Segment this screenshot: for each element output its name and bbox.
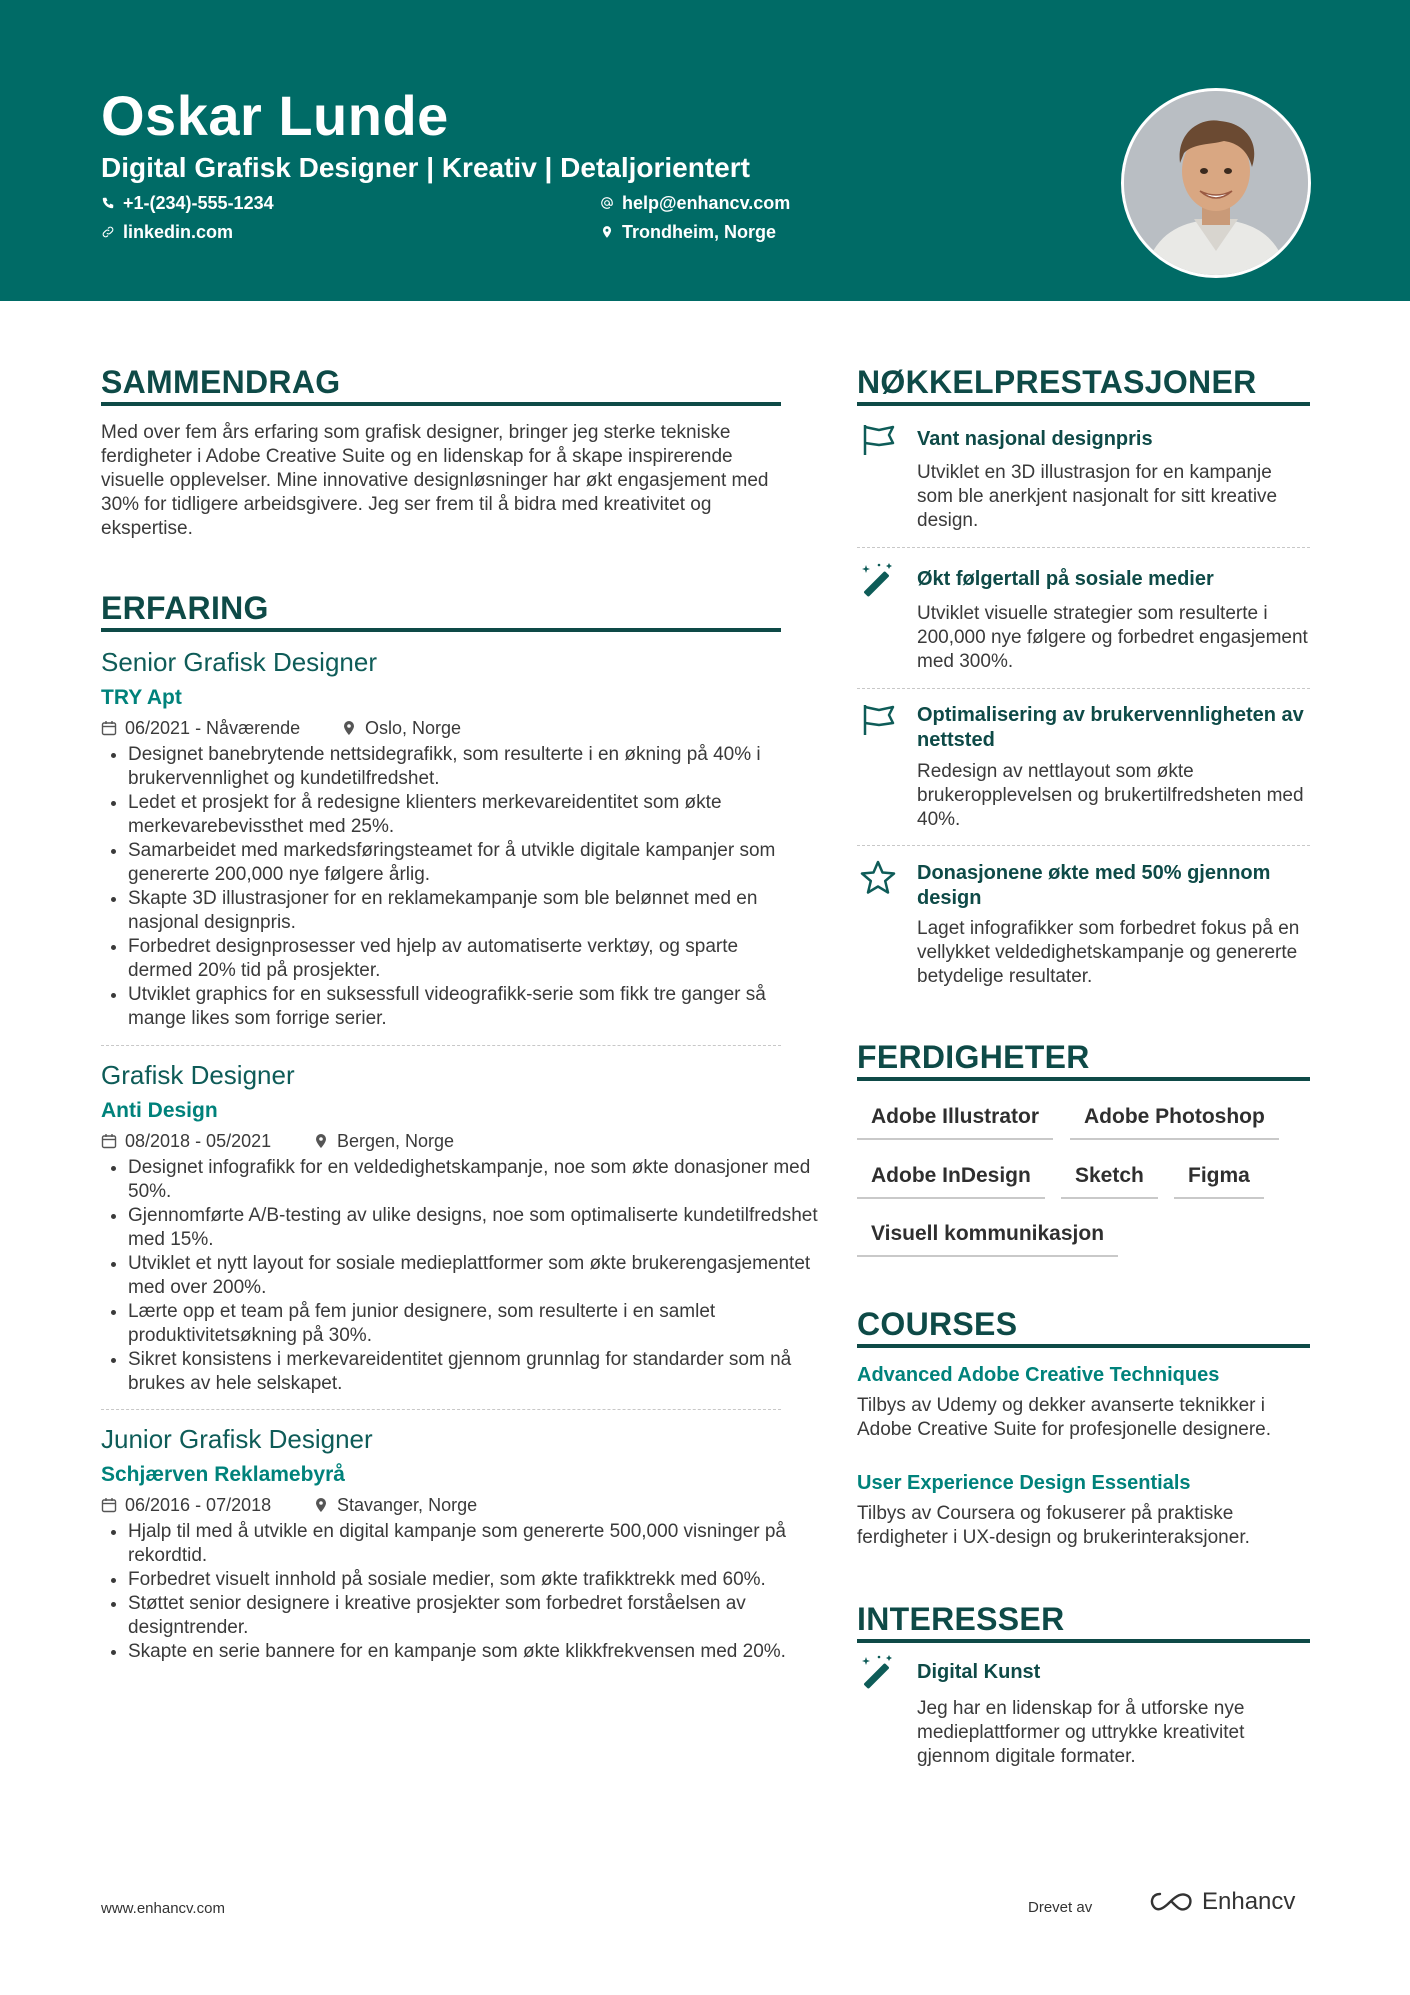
bullet-item: • Samarbeidet med markedsføringsteamet for å utvikle digitale kampanjer som genererte 200,000 nye følgere årlig. xyxy=(128,839,798,887)
location-pin-icon xyxy=(313,1133,329,1149)
footer-powered-by: Drevet av xyxy=(1028,1899,1093,1916)
bullet-item: • Hjalp til med å utvikle en digital kampanje som genererte 500,000 visninger på rekordtid. xyxy=(128,1520,808,1568)
linkedin-text: linkedin.com xyxy=(123,222,234,242)
achievement-text: Utviklet visuelle strategier som resulterte i 200,000 nye følgere og forbedret engasjement med 300%. xyxy=(917,603,1308,672)
location-pin-icon xyxy=(600,225,614,239)
bullet-item: • Støttet senior designere i kreative prosjekter som forbedret forståelsen av designtrender. xyxy=(128,1592,808,1640)
calendar-icon xyxy=(101,1133,117,1149)
bullet-item: • Designet banebrytende nettsidegrafikk, som resulterte i en økning på 40% i brukervennlighet og kundetilfredshet. xyxy=(128,743,798,791)
phone-text: +1-(234)-555-1234 xyxy=(123,193,274,213)
achievement-title: Økt følgertall på sosiale medier xyxy=(917,568,1214,590)
magic-wand-icon xyxy=(859,561,897,599)
star-icon xyxy=(859,859,897,897)
course-title: Advanced Adobe Creative Techniques xyxy=(857,1364,1220,1386)
bullet-item: • Forbedret designprosesser ved hjelp av automatiserte verktøy, og sparte dermed 20% tid på prosjekter. xyxy=(128,935,798,983)
skill-tag: Adobe InDesign xyxy=(857,1163,1045,1199)
flag-icon xyxy=(859,701,897,739)
email-contact[interactable] xyxy=(600,192,790,214)
achievements-rule xyxy=(857,402,1310,406)
job-bullets xyxy=(101,1156,818,1396)
enhancv-logo-icon xyxy=(1148,1890,1194,1914)
bullet-item: • Gjennomførte A/B-testing av ulike designs, noe som optimaliserte kundetilfredshet med 15%. xyxy=(128,1204,818,1252)
company-name: Anti Design xyxy=(101,1099,218,1122)
bullet-item: • Sikret konsistens i merkevareidentitet gjennom grunnlag for standarder som nå brukes av hele selskapet. xyxy=(128,1348,818,1396)
interest-text: Jeg har en lidenskap for å utforske nye medieplattformer og uttrykke kreativitet gjennom digitale formater. xyxy=(917,1698,1245,1767)
job-location xyxy=(313,1130,454,1152)
divider xyxy=(857,845,1310,846)
divider xyxy=(101,1409,781,1410)
skills-heading: FERDIGHETER xyxy=(857,1039,1090,1075)
interest-title: Digital Kunst xyxy=(917,1661,1041,1683)
location-text: Bergen, Norge xyxy=(337,1131,455,1151)
linkedin-contact[interactable] xyxy=(101,221,233,243)
job-dates xyxy=(101,717,300,739)
magic-wand-icon xyxy=(859,1653,897,1691)
phone-contact[interactable] xyxy=(101,192,274,214)
course-title: User Experience Design Essentials xyxy=(857,1472,1191,1494)
skill-tag: Visuell kommunikasjon xyxy=(857,1221,1118,1257)
at-icon xyxy=(600,196,614,210)
job-dates xyxy=(101,1130,271,1152)
enhancv-logo-text: Enhancv xyxy=(1202,1888,1296,1915)
divider xyxy=(857,688,1310,689)
divider xyxy=(857,547,1310,548)
job-location xyxy=(341,717,461,739)
candidate-name: Oskar Lunde xyxy=(101,84,449,147)
job-title: Senior Grafisk Designer xyxy=(101,647,377,677)
courses-heading: COURSES xyxy=(857,1306,1018,1342)
location-text: Oslo, Norge xyxy=(365,718,462,738)
header-banner xyxy=(0,0,1410,301)
interests-rule xyxy=(857,1639,1310,1643)
bullet-item: • Skapte en serie bannere for en kampanje som økte klikkfrekvensen med 20%. xyxy=(128,1640,808,1664)
dates-text: 08/2018 - 05/2021 xyxy=(125,1131,272,1151)
bullet-item: • Lærte opp et team på fem junior designere, som resulterte i en samlet produktivitetsøkning på 30%. xyxy=(128,1300,818,1348)
skill-tag: Adobe Illustrator xyxy=(857,1104,1053,1140)
job-bullets xyxy=(101,743,798,1031)
location-pin-icon xyxy=(313,1497,329,1513)
summary-rule xyxy=(101,402,781,406)
bullet-item: • Forbedret visuelt innhold på sosiale medier, som økte trafikktrekk med 60%. xyxy=(128,1568,808,1592)
candidate-title: Digital Grafisk Designer | Kreativ | Detaljorientert xyxy=(101,152,750,183)
achievements-heading: NØKKELPRESTASJONER xyxy=(857,364,1257,400)
job-location xyxy=(313,1494,477,1516)
achievement-title: Vant nasjonal designpris xyxy=(917,428,1153,450)
skills-rule xyxy=(857,1077,1310,1081)
footer-website-link[interactable]: www.enhancv.com xyxy=(101,1900,225,1917)
experience-heading: ERFARING xyxy=(101,590,269,626)
summary-heading: SAMMENDRAG xyxy=(101,364,341,400)
email-text: help@enhancv.com xyxy=(622,193,791,213)
achievement-text: Laget infografikker som forbedret fokus på en vellykket veldedighetskampanje og genererte betydelige resultater. xyxy=(917,918,1300,987)
skill-tag: Sketch xyxy=(1061,1163,1158,1199)
skill-tag: Adobe Photoshop xyxy=(1070,1104,1279,1140)
company-name: Schjærven Reklamebyrå xyxy=(101,1463,345,1486)
experience-rule xyxy=(101,628,781,632)
company-name: TRY Apt xyxy=(101,686,182,709)
job-bullets xyxy=(101,1520,808,1664)
course-text: Tilbys av Udemy og dekker avanserte teknikker i Adobe Creative Suite for profesjonelle designere. xyxy=(857,1395,1272,1440)
bullet-item: • Utviklet graphics for en suksessfull videografikk-serie som fikk tre ganger så mange likes som forrige serier. xyxy=(128,983,798,1031)
location-contact xyxy=(600,221,776,243)
dates-text: 06/2016 - 07/2018 xyxy=(125,1495,272,1515)
skill-tag: Figma xyxy=(1174,1163,1264,1199)
job-title: Junior Grafisk Designer xyxy=(101,1424,373,1454)
phone-icon xyxy=(101,196,115,210)
job-title: Grafisk Designer xyxy=(101,1060,295,1090)
location-pin-icon xyxy=(341,720,357,736)
achievement-title: Donasjonene økte med 50% gjennom design xyxy=(917,862,1271,909)
interests-heading: INTERESSER xyxy=(857,1601,1065,1637)
profile-photo xyxy=(1121,88,1311,278)
divider xyxy=(101,1045,781,1046)
calendar-icon xyxy=(101,1497,117,1513)
avatar-illustration xyxy=(1124,91,1308,275)
calendar-icon xyxy=(101,720,117,736)
achievement-text: Utviklet en 3D illustrasjon for en kampanje som ble anerkjent nasjonalt for sitt kreative design. xyxy=(917,462,1278,531)
job-dates xyxy=(101,1494,271,1516)
location-text: Stavanger, Norge xyxy=(337,1495,478,1515)
bullet-item: • Designet infografikk for en veldedighetskampanje, noe som økte donasjoner med 50%. xyxy=(128,1156,818,1204)
bullet-item: • Utviklet et nytt layout for sosiale medieplattformer som økte brukerengasjementet med over 200%. xyxy=(128,1252,818,1300)
link-icon xyxy=(101,225,115,239)
flag-icon xyxy=(859,421,897,459)
location-text: Trondheim, Norge xyxy=(622,222,777,242)
dates-text: 06/2021 - Nåværende xyxy=(125,718,301,738)
achievement-title: Optimalisering av brukervennligheten av nettsted xyxy=(917,704,1304,751)
bullet-item: • Ledet et prosjekt for å redesigne klienters merkevareidentitet som økte merkevarebevissthet med 25%. xyxy=(128,791,798,839)
achievement-text: Redesign av nettlayout som økte brukeropplevelsen og brukertilfredsheten med 40%. xyxy=(917,761,1304,830)
courses-rule xyxy=(857,1344,1310,1348)
course-text: Tilbys av Coursera og fokuserer på praktiske ferdigheter i UX-design og brukerinteraksjoner. xyxy=(857,1503,1250,1548)
enhancv-logo[interactable] xyxy=(1148,1888,1295,1916)
bullet-item: • Skapte 3D illustrasjoner for en reklamekampanje som ble belønnet med en nasjonal designpris. xyxy=(128,887,798,935)
summary-text: Med over fem års erfaring som grafisk designer, bringer jeg sterke tekniske ferdigheter i Adobe Creative Suite og en lidenskap for å skape inspirerende visuelle opplevelser. Mine innovative designløsninger har økt engasjement med 30% for tidligere arbeidsgivere. Jeg ser frem til å bidra med kreativitet og ekspertise. xyxy=(101,422,769,539)
